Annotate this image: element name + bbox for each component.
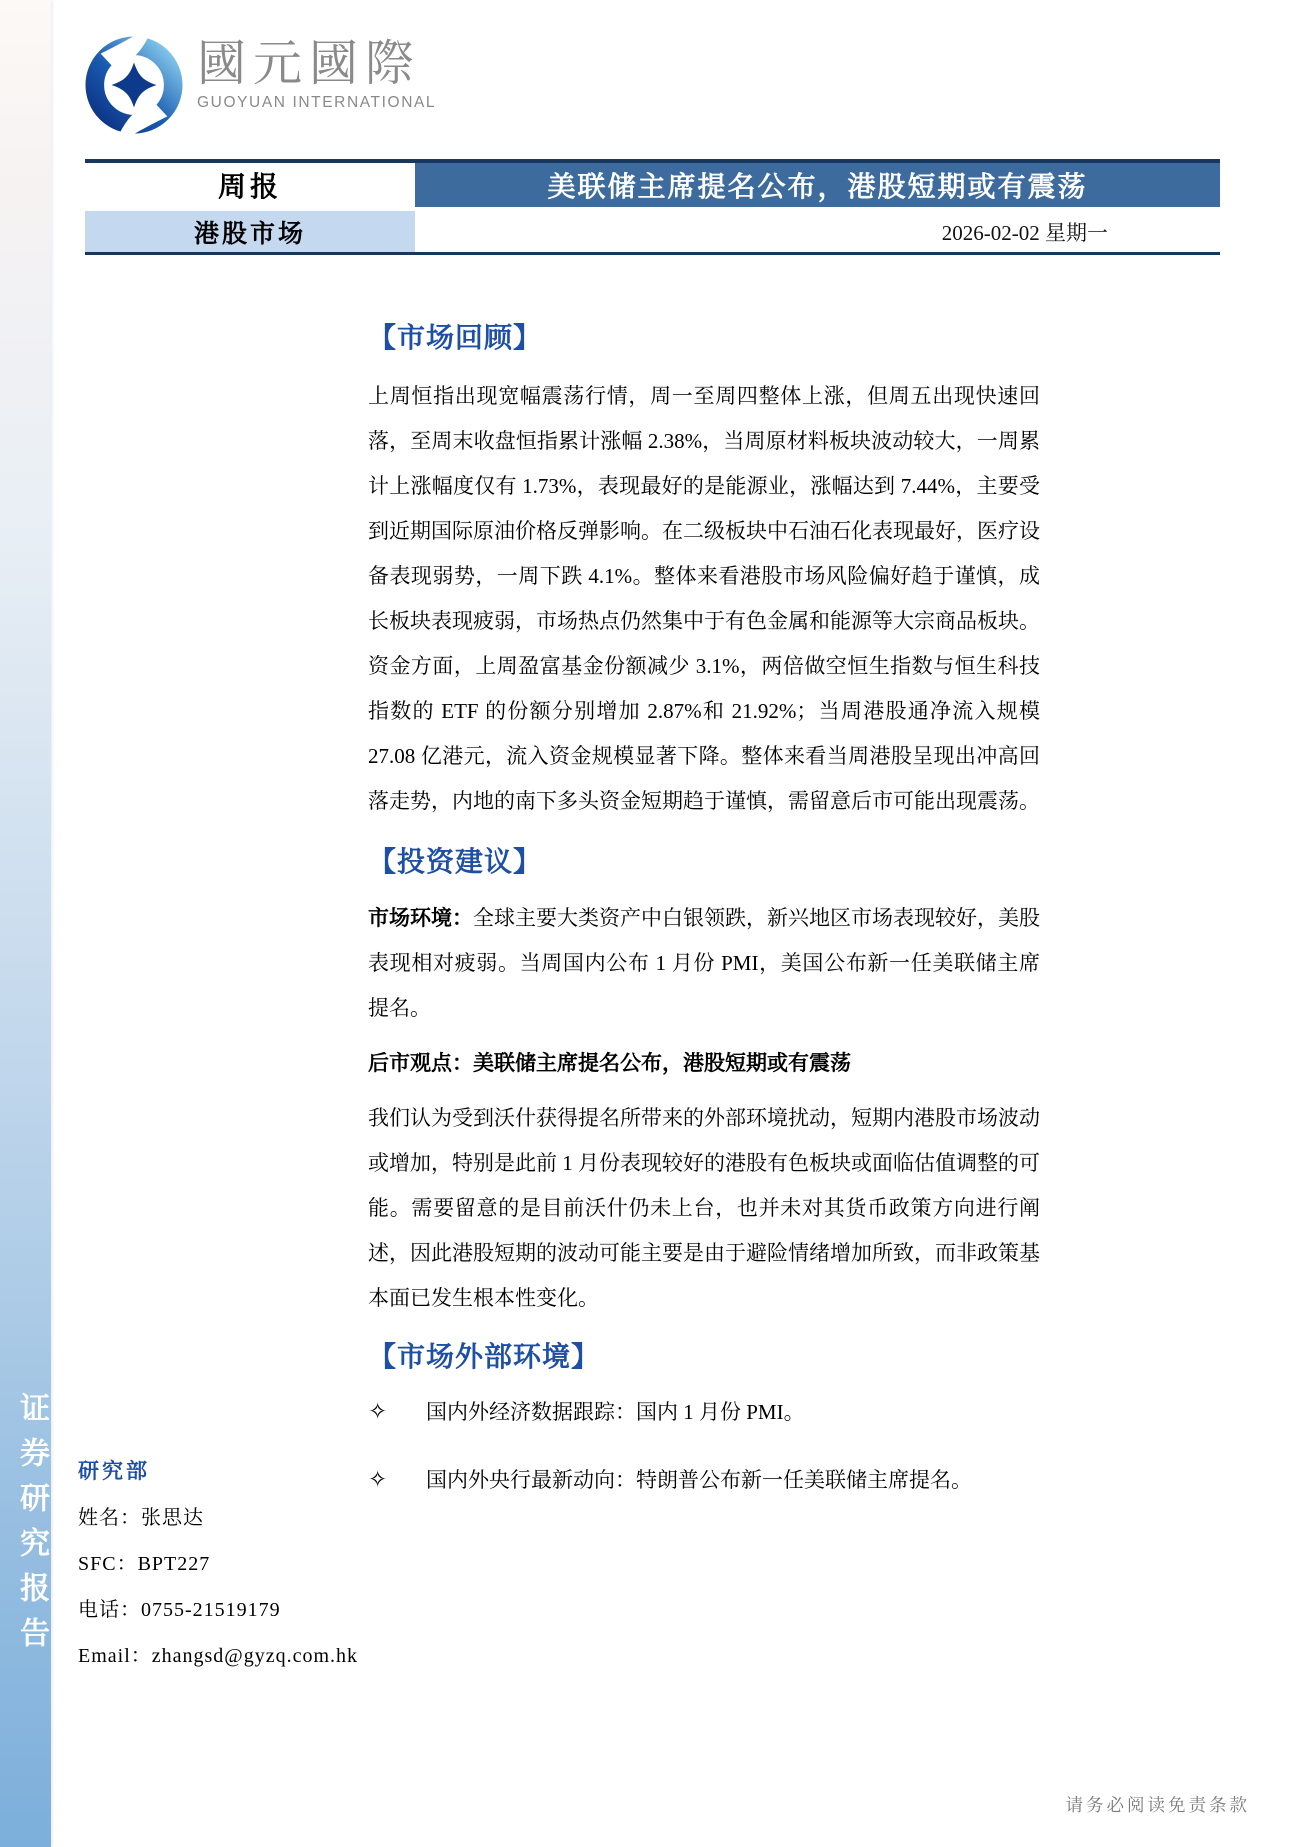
market-label: 港股市场 — [85, 211, 415, 252]
contact-line-sfc: SFC：BPT227 — [78, 1553, 211, 1575]
market-environment-paragraph — [368, 896, 1040, 1031]
header-market-row — [85, 211, 1220, 252]
section-heading-market-review: 【市场回顾】 — [368, 323, 543, 354]
brand-logo — [85, 36, 436, 134]
section-heading-external-environment: 【市场外部环境】 — [368, 1342, 601, 1373]
guoyuan-logo-icon — [85, 36, 183, 134]
report-title: 美联储主席提名公布，港股短期或有震荡 — [415, 163, 1220, 207]
disclaimer-note: 请务必阅读免责条款 — [1065, 1795, 1250, 1815]
contact-line-email: Email：zhangsd@gyzq.com.hk — [78, 1645, 359, 1667]
brand-name-en: GUOYUAN INTERNATIONAL — [197, 94, 437, 111]
contact-line-name: 姓名：张思达 — [78, 1507, 204, 1529]
diamond-bullet-icon: ✧ — [368, 1467, 388, 1492]
brand-name: 國元國際 — [197, 36, 422, 91]
header-bottom-rule — [85, 252, 1220, 255]
diamond-bullet-icon: ✧ — [368, 1399, 388, 1424]
outlook-paragraph: 我们认为受到沃什获得提名所带来的外部环境扰动，短期内港股市场波动或增加，特别是此前 1 月份表现较好的港股有色板块或面临估值调整的可能。需要留意的是目前沃什仍未上台，也并未对其货币政策方向进行阐述，因此港股短期的波动可能主要是由于避险情绪增加所致，而非政策基本面已发生根本性变化。 — [368, 1106, 1040, 1310]
contact-line-phone: 电话：0755-21519179 — [78, 1599, 281, 1621]
report-header — [85, 159, 1220, 255]
bullet-text: 国内外央行最新动向：特朗普公布新一任美联储主席提名。 — [426, 1468, 972, 1492]
department-label: 研究部 — [78, 1459, 150, 1483]
header-title-row — [85, 163, 1220, 207]
report-date: 2026-02-02 星期一 — [941, 220, 1108, 245]
market-environment-label: 市场环境： — [368, 906, 473, 930]
report-type-cell: 周报 — [85, 163, 415, 207]
contact-block — [78, 1455, 358, 1685]
sidebar-vertical-label: 证券研究报告 — [15, 1392, 48, 1662]
outlook-headline: 后市观点：美联储主席提名公布，港股短期或有震荡 — [368, 1051, 851, 1075]
bullet-text: 国内外经济数据跟踪：国内 1 月份 PMI。 — [426, 1400, 805, 1424]
market-environment-text: 全球主要大类资产中白银领跌，新兴地区市场表现较好，美股表现相对疲弱。当周国内公布 1 月份 PMI，美国公布新一任美联储主席提名。 — [368, 906, 1040, 1020]
section-heading-investment-advice: 【投资建议】 — [368, 847, 543, 878]
bullet-item-central-banks — [368, 1465, 1040, 1495]
bullet-item-economic-data — [368, 1397, 1040, 1427]
report-body — [368, 320, 1040, 1533]
market-review-paragraph: 上周恒指出现宽幅震荡行情，周一至周四整体上涨，但周五出现快速回落，至周末收盘恒指累计涨幅 2.38%，当周原材料板块波动较大，一周累计上涨幅度仅有 1.73%，表现最好的是能源业，涨幅达到 7.44%，主要受到近期国际原油价格反弹影响。在二级板块中石油石化表现最好，医疗设备表现弱势，一周下跌 4.1%。整体来看港股市场风险偏好趋于谨慎，成长板块表现疲弱，市场热点仍然集中于有色金属和能源等大宗商品板块。资金方面，上周盈富基金份额减少 3.1%，两倍做空恒生指数与恒生科技指数的 ETF 的份额分别增加 2.87%和 21.92%；当周港股通净流入规模 27.08 亿港元，流入资金规模显著下降。整体来看当周港股呈现出冲高回落走势，内地的南下多头资金短期趋于谨慎，需留意后市可能出现震荡。 — [368, 384, 1040, 813]
